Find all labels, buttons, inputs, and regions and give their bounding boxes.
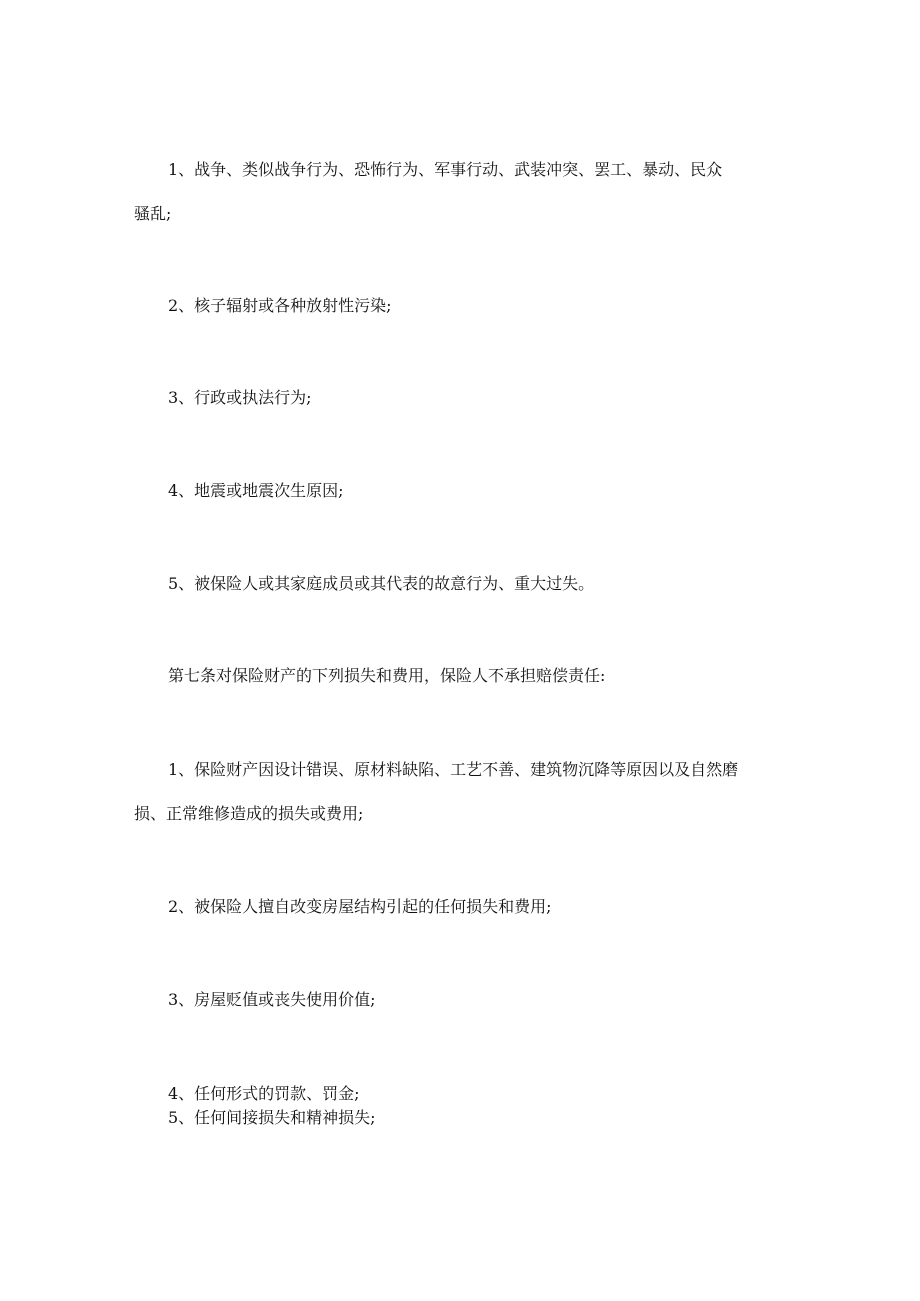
article-7-item-1-line-1: 1、保险财产因设计错误、原材料缺陷、工艺不善、建筑物沉降等原因以及自然磨 (168, 760, 739, 779)
exclusion-item-5: 5、被保险人或其家庭成员或其代表的故意行为、重大过失。 (168, 574, 595, 593)
exclusion-item-4: 4、地震或地震次生原因; (168, 481, 344, 500)
exclusion-item-2: 2、核子辐射或各种放射性污染; (168, 296, 392, 315)
article-7-item-2: 2、被保险人擅自改变房屋结构引起的任何损失和费用; (168, 897, 552, 916)
exclusion-item-3: 3、行政或执法行为; (168, 388, 312, 407)
article-7-heading: 第七条对保险财产的下列损失和费用，保险人不承担赔偿责任: (168, 666, 606, 685)
article-7-item-1-line-2: 损、正常维修造成的损失或费用; (134, 804, 364, 823)
article-7-item-4: 4、任何形式的罚款、罚金; (168, 1084, 360, 1103)
exclusion-item-1-line-1: 1、战争、类似战争行为、恐怖行为、军事行动、武装冲突、罢工、暴动、民众 (168, 160, 723, 179)
exclusion-item-1-line-2: 骚乱; (134, 204, 172, 223)
article-7-item-5: 5、任何间接损失和精神损失; (168, 1108, 376, 1127)
article-7-item-3: 3、房屋贬值或丧失使用价值; (168, 990, 376, 1009)
